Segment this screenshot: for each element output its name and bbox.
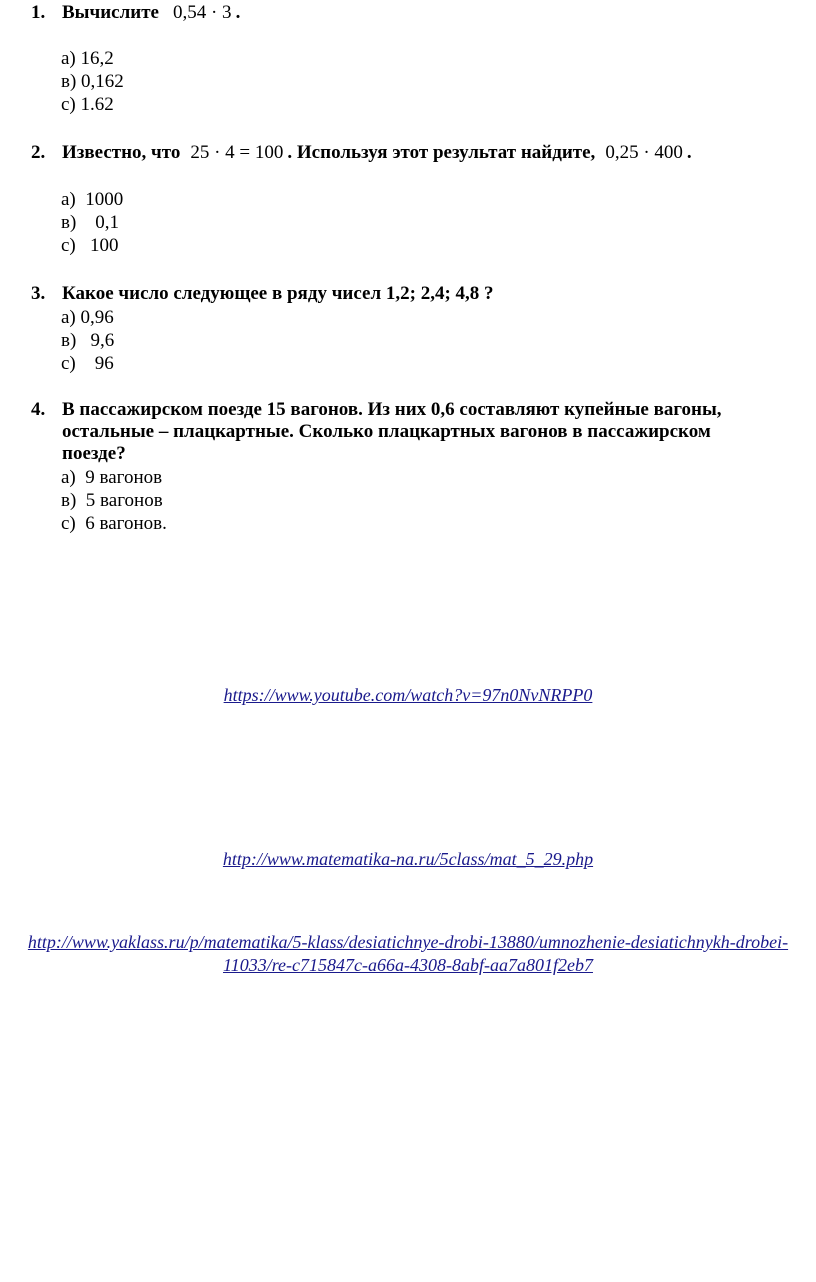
option-a: а) 0,96 — [61, 307, 114, 328]
question-text: Какое число следующее в ряду чисел 1,2; 2,4; 4,8 ? — [62, 283, 494, 304]
question-number: 3. — [31, 283, 46, 304]
question-tail: . — [686, 142, 692, 163]
math-expression: 25 · 4 = 100 — [190, 142, 284, 163]
option-b: в) 5 вагонов — [61, 490, 163, 511]
option-b: в) 9,6 — [61, 330, 115, 351]
question-text — [62, 142, 776, 164]
option-c: с) 1.62 — [61, 94, 114, 115]
yaklass-link-line-2[interactable]: 11033/re-c715847c-a66a-4308-8abf-aa7a801f2eb7 — [223, 955, 593, 975]
option-b: в) 0,162 — [61, 71, 124, 92]
question-tail: . — [235, 2, 241, 23]
option-b: в) 0,1 — [61, 212, 120, 233]
option-a: а) 9 вагонов — [61, 467, 163, 488]
question-text: В пассажирском поезде 15 вагонов. Из них 0,6 составляют купейные вагоны, остальные – плацкартные. Сколько плацкартных вагонов в пассажирском поезде? — [62, 399, 722, 464]
yaklass-link-line-1[interactable]: http://www.yaklass.ru/p/matematika/5-klass/desiatichnye-drobi-13880/umnozhenie-desiatichnykh-drobei- — [27, 932, 789, 952]
question-4 — [31, 399, 776, 465]
question-number: 2. — [31, 142, 46, 163]
question-1 — [31, 2, 776, 24]
option-c: с) 96 — [61, 353, 114, 374]
math-expression: 0,54 · 3 — [172, 2, 232, 23]
option-a: а) 1000 — [61, 189, 124, 210]
question-text — [62, 2, 776, 24]
question-2 — [31, 142, 776, 164]
youtube-link[interactable]: https://www.youtube.com/watch?v=97n0NvNRPP0 — [223, 685, 593, 705]
option-c: с) 6 вагонов. — [61, 513, 167, 534]
question-lead: Вычислите — [62, 2, 159, 23]
question-number: 1. — [31, 2, 46, 23]
question-number: 4. — [31, 399, 46, 420]
option-a: а) 16,2 — [61, 48, 114, 69]
question-middle: . Используя этот результат найдите, — [287, 142, 596, 163]
question-3 — [31, 283, 776, 305]
math-expression-2: 0,25 · 400 — [605, 142, 683, 163]
matematika-na-link[interactable]: http://www.matematika-na.ru/5class/mat_5_29.php — [222, 849, 594, 869]
question-lead: Известно, что — [62, 142, 181, 163]
option-c: с) 100 — [61, 235, 119, 256]
